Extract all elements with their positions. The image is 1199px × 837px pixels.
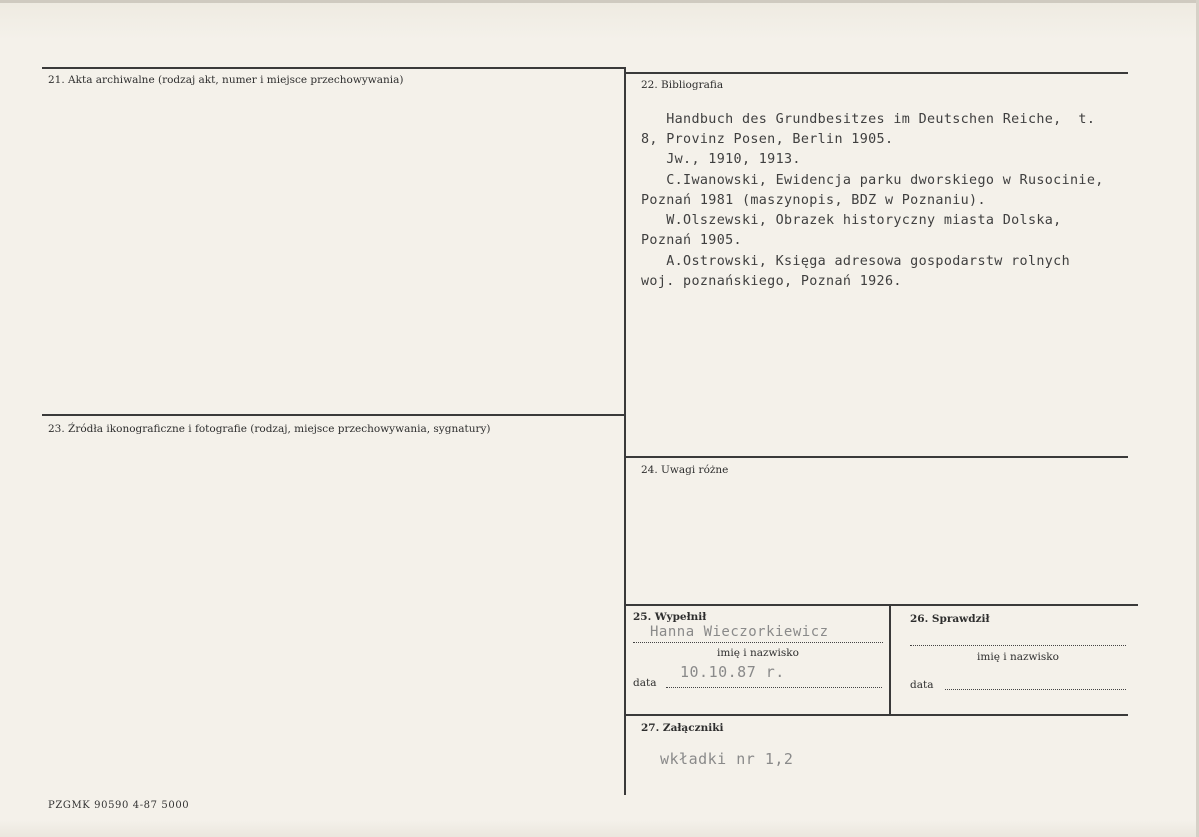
filled-by-date-line bbox=[666, 687, 882, 688]
rule-section-25-26 bbox=[626, 604, 1138, 606]
checked-by-date-label: data bbox=[910, 679, 934, 691]
section-22-label: 22. Bibliografia bbox=[641, 79, 724, 91]
attachments-value: wkładki nr 1,2 bbox=[660, 750, 794, 768]
section-23-label: 23. Źródła ikonograficzne i fotografie (rodzaj, miejsce przechowywania, sygnatury) bbox=[48, 423, 491, 435]
rule-section-24 bbox=[626, 456, 1128, 458]
card-top-edge bbox=[0, 0, 1199, 3]
divider-25-26 bbox=[889, 604, 891, 714]
checked-by-name-line bbox=[910, 645, 1126, 646]
bibliography-line-7: Poznań 1905. bbox=[641, 233, 742, 248]
filled-by-date-value: 10.10.87 r. bbox=[680, 663, 785, 681]
section-24-label: 24. Uwagi różne bbox=[641, 464, 729, 476]
bibliography-line-5: Poznań 1981 (maszynopis, BDZ w Poznaniu). bbox=[641, 193, 986, 208]
bibliography-line-9: woj. poznańskiego, Poznań 1926. bbox=[641, 274, 902, 289]
section-25-label: 25. Wypełnił bbox=[633, 611, 707, 623]
divider-vertical-main bbox=[624, 67, 626, 795]
bibliography-line-8: A.Ostrowski, Księga adresowa gospodarstw rolnych bbox=[641, 254, 1071, 269]
rule-top-left bbox=[42, 67, 626, 69]
filled-by-date-label: data bbox=[633, 677, 657, 689]
bibliography-line-1: Handbuch des Grundbesitzes im Deutschen Reiche, t. bbox=[641, 112, 1096, 127]
checked-by-date-line bbox=[945, 689, 1126, 690]
checked-by-name-caption: imię i nazwisko bbox=[977, 651, 1059, 663]
rule-section-27 bbox=[626, 714, 1128, 716]
bibliography-line-2: 8, Provinz Posen, Berlin 1905. bbox=[641, 132, 894, 147]
rule-top-right bbox=[626, 72, 1128, 74]
bibliography-line-6: W.Olszewski, Obrazek historyczny miasta Dolska, bbox=[641, 213, 1062, 228]
bibliography-line-3: Jw., 1910, 1913. bbox=[641, 152, 801, 167]
print-code-footer: PZGMK 90590 4-87 5000 bbox=[48, 800, 190, 811]
bibliography-line-4: C.Iwanowski, Ewidencja parku dworskiego w Rusocinie, bbox=[641, 173, 1104, 188]
filled-by-name-caption: imię i nazwisko bbox=[717, 647, 799, 659]
section-27-label: 27. Załączniki bbox=[641, 722, 724, 734]
section-21-label: 21. Akta archiwalne (rodzaj akt, numer i miejsce przechowywania) bbox=[48, 74, 404, 86]
section-26-label: 26. Sprawdził bbox=[910, 613, 990, 625]
filled-by-name-line bbox=[633, 642, 883, 643]
rule-section-23 bbox=[42, 414, 626, 416]
filled-by-name: Hanna Wieczorkiewicz bbox=[650, 624, 829, 640]
